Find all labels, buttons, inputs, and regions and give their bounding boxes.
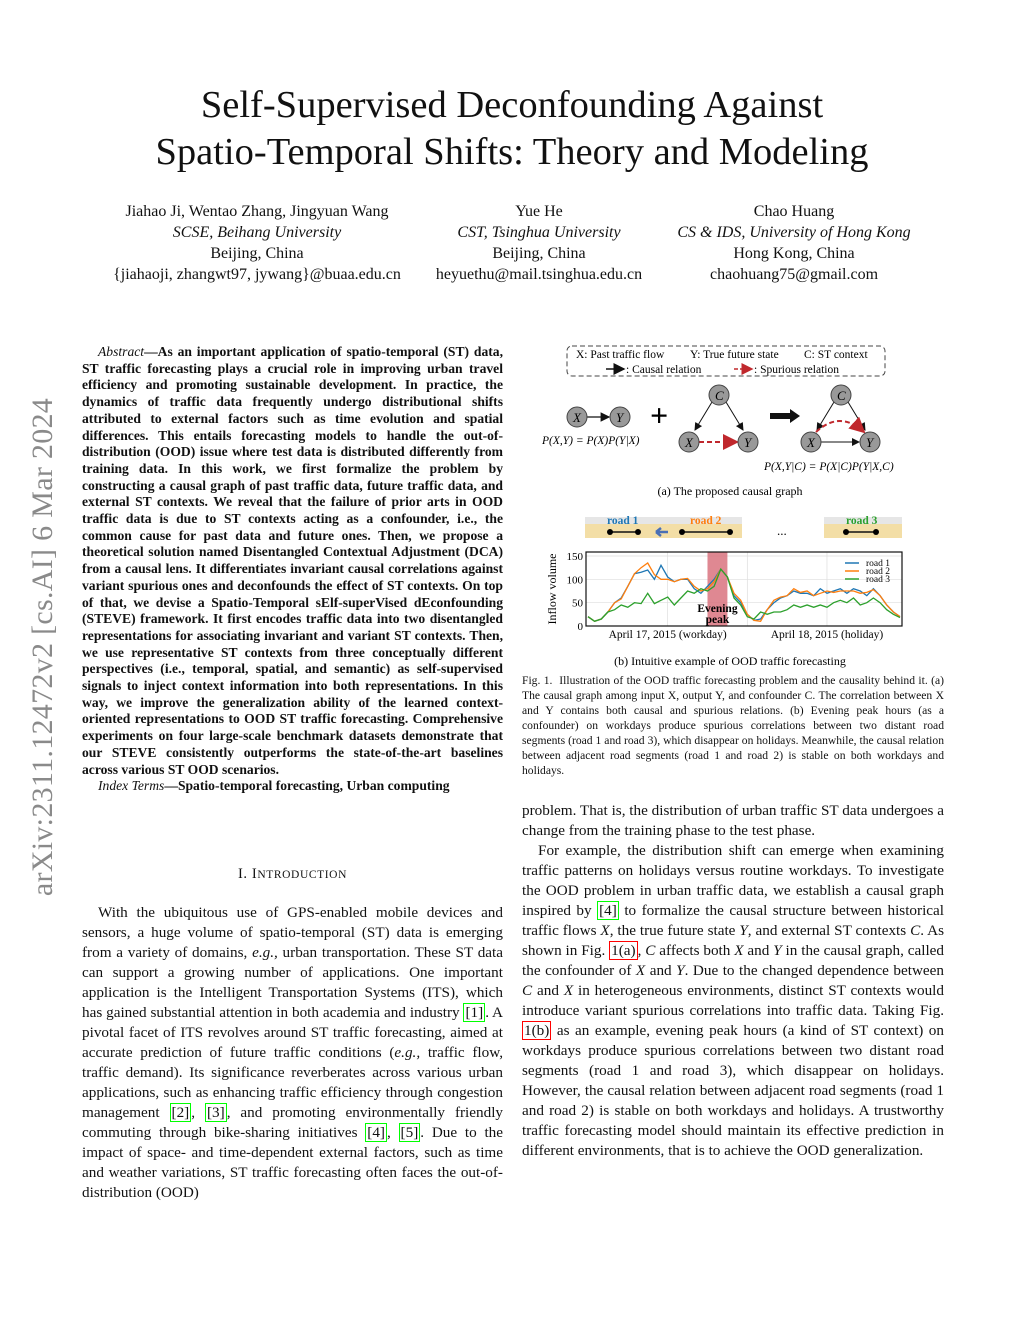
node-x-label: X	[807, 435, 815, 450]
text-segment: . Due to the impact of space- and time-dependent external factors, such as time and weather variations, ST traffic forecasting often faces the out-of-distribution (OOD)	[82, 1124, 504, 1201]
text-segment: Y	[739, 922, 748, 939]
paragraph	[522, 801, 944, 841]
figure-1	[530, 340, 930, 670]
annotation-evening: Evening	[697, 603, 738, 615]
caption-text: Illustration of the OOD traffic forecasting problem and the causality behind it. (a) The causal graph among input X, output Y, and confounder C. The correlation between X and Y contains both causal and spurious relations. (b) Evening peak hours (as a confounder) on workdays produce spurious correlations between two distant road segments (road 1 and road 3), which disappear on holidays. Meanwhile, the causal relation between adjacent road segments (road 1 and road 2) is stable on both workdays and holidays.	[522, 674, 945, 777]
text-segment: X	[734, 942, 744, 959]
legend-label: road 2	[866, 567, 891, 577]
ellipsis: ...	[777, 523, 787, 538]
text-segment: problem. That is, the distribution of urban traffic ST data undergoes a change from the training phase to the test phase.	[522, 802, 944, 839]
figure-caption	[522, 673, 944, 778]
section-number: I.	[238, 866, 248, 882]
intro-column	[82, 903, 503, 1203]
text-segment: For example, the distribution shift can emerge when examining traffic patterns on holidays versus routine workdays. To investigate the OOD problem in urban traffic data, we establish a causal graph inspired by	[522, 842, 944, 919]
legend-label: road 1	[866, 559, 891, 569]
y-axis-label: Inflow volume	[545, 553, 559, 625]
node-x-label: X	[685, 435, 693, 450]
index-terms-text: —Spatio-temporal forecasting, Urban computing	[164, 778, 450, 794]
legend-x: X: Past traffic flow	[576, 349, 665, 361]
road-3-label: road 3	[846, 515, 878, 527]
text-segment: traffic flow, traffic demand). Its significance reverberates across various urban applications, such as enhancing traffic efficiency through congestion management	[82, 1044, 504, 1121]
subcaption-a: (a) The proposed causal graph	[657, 484, 803, 498]
plus-icon: +	[650, 397, 669, 433]
x-tick-label: April 18, 2015 (holiday)	[770, 629, 884, 641]
author-email: heyuethu@mail.tsinghua.edu.cn	[435, 266, 643, 283]
text-segment: as an example, evening peak hours (a kind of ST context) on workdays produce spurious correlations between two distant road segments (road 1 and road 3), which disappear on holidays. However, the causal relation between adjacent road segments (road 1 and road 2) is stable on both workdays and holidays. A trustworthy traffic forecasting model should maintain its effective prediction in different environments, that is to achieve the OOD generalization.	[522, 1022, 944, 1159]
intro-paragraph	[82, 903, 503, 1203]
text-segment: urban transportation. These ST data can support a growing number of applications. One important application is the Intelligent Transportation Systems (ITS), which has gained substantial attention in both academia and industry	[82, 944, 504, 1021]
text-segment: C	[910, 922, 921, 939]
author-block-3	[660, 201, 928, 285]
node-y-label: Y	[744, 435, 752, 450]
text-segment: X	[635, 962, 646, 979]
equation-1: P(X,Y) = P(X)P(Y|X)	[542, 435, 640, 447]
author-affiliation: SCSE, Beihang University	[172, 224, 342, 241]
right-column-text	[522, 801, 944, 1161]
text-segment: affects both	[655, 942, 735, 959]
text-segment: and	[645, 962, 677, 979]
paper-title	[0, 82, 1024, 176]
text-segment: Y	[773, 942, 782, 959]
road-diagram	[585, 515, 902, 538]
author-affiliation: CST, Tsinghua University	[457, 224, 621, 241]
road-1-label: road 1	[607, 515, 639, 527]
text-segment: . A pivotal facet of ITS revolves around ST traffic forecasting, aimed at accurate prediction of future traffic conditions (	[82, 1004, 503, 1061]
text-segment: With the ubiquitous use of GPS-enabled mobile devices and sensors, a huge volume of spatio-temporal (ST) data is emerging from a variety of domains,	[82, 904, 503, 961]
right-arrow-icon	[770, 409, 800, 423]
road-2-label: road 2	[690, 515, 722, 527]
node-c-label: C	[715, 388, 724, 403]
legend-spurious: : Spurious relation	[754, 364, 839, 376]
text-segment: X	[563, 982, 574, 999]
figure-link[interactable]: 1(a)	[611, 942, 636, 959]
equation-2: P(X,Y|C) = P(X|C)P(Y|X,C)	[764, 461, 894, 473]
abstract-text: —As an important application of spatio-temporal (ST) data, ST traffic forecasting plays a crucial role in improving urban travel efficiency and promoting sustainable development. In practice, the dynamics of traffic data frequently undergo distributional shifts attributed to external factors such as time evolution and spatial differences. This entails forecasting models to handle the out-of-distribution (OOD) issue where test data is distributed differently from training data. In this work, we first formalize the problem by constructing a causal graph of past traffic data, future traffic data, and external ST contexts. We reveal that the failure of prior arts in OOD traffic data is due to ST contexts acting as a confounder, i.e., the common cause for past data and future ones. Then, we propose a theoretical solution named Disentangled Contextual Adjustment (DCA) from a causal lens. It differentiates invariant causal correlations against variant spurious ones and deconfounds the effect of ST contexts. On top of that, we devise a Spatio-Temporal sElf-superVised dEconfounding (STEVE) framework. It first encodes traffic data into two disentangled representations for associating invariant and variant ST contexts. Then, we use representative ST contexts from three conceptually different perspectives (i.e., temporal, spatial, and semantic) as self-supervised signals to inject context information into both representations. In this way, we improve the generalization ability of the learned context-oriented representations to OOD ST traffic forecasting. Comprehensive experiments on four large-scale benchmark datasets demonstrate that our STEVE consistently outperforms the state-of-the-art baselines across various ST OOD scenarios.	[82, 344, 503, 777]
text-segment: , and promoting environmentally friendly commuting through bike-sharing initiatives	[82, 1104, 504, 1141]
author-block-2	[420, 201, 658, 285]
author-email: chaohuang75@gmail.com	[709, 266, 879, 283]
inflow-chart	[545, 551, 902, 641]
text-segment: to formalize the causal structure between historical traffic flows	[522, 902, 945, 939]
citation-link[interactable]: [2]	[171, 1104, 190, 1121]
legend-label: road 3	[866, 575, 891, 585]
section-title-cap: I	[251, 866, 258, 882]
text-segment: and	[743, 942, 774, 959]
node-y-label: Y	[866, 435, 874, 450]
citation-link[interactable]: [4]	[367, 1124, 385, 1141]
text-segment: . As shown in Fig.	[522, 922, 944, 959]
text-segment: ,	[386, 1124, 399, 1141]
arxiv-stamp[interactable]: arXiv:2311.12472v2 [cs.AI] 6 Mar 2024	[26, 397, 59, 897]
citation-link[interactable]: [5]	[400, 1124, 419, 1141]
node-y-label: Y	[616, 410, 624, 425]
citation-link[interactable]: [4]	[599, 902, 617, 919]
text-segment: C	[645, 942, 656, 959]
series-line-road-3	[588, 569, 900, 621]
author-names: Yue He	[515, 203, 563, 220]
node-c-label: C	[837, 388, 846, 403]
text-segment: and	[532, 982, 564, 999]
text-segment: ,	[637, 942, 646, 959]
annotation-peak: peak	[705, 614, 730, 626]
text-segment: C	[522, 982, 533, 999]
x-tick-label: April 17, 2015 (workday)	[608, 629, 727, 641]
author-location: Hong Kong, China	[733, 245, 855, 262]
text-segment: X	[600, 922, 610, 939]
paragraph	[522, 841, 944, 1161]
caption-label: Fig. 1.	[522, 674, 553, 687]
node-x-label: X	[573, 410, 581, 425]
section-heading	[82, 866, 503, 883]
text-segment: e.g.,	[394, 1044, 421, 1061]
causal-graph	[541, 385, 894, 473]
y-tick-label: 150	[566, 551, 583, 563]
author-location: Beijing, China	[210, 245, 304, 262]
text-segment: . Due to the changed dependence between	[684, 962, 944, 979]
text-segment: ,	[191, 1104, 205, 1121]
y-tick-label: 50	[572, 597, 583, 610]
abstract-label: Abstract	[98, 344, 145, 359]
author-email: {jiahaoji, zhangwt97, jywang}@buaa.edu.cn	[113, 266, 401, 283]
title-line-2: Spatio-Temporal Shifts: Theory and Modeling	[155, 131, 869, 173]
text-segment: in heterogeneous environments, distinct ST contexts would introduce variant spurious correlations into traffic data. Taking Fig.	[522, 982, 944, 1019]
author-names: Chao Huang	[753, 203, 835, 220]
legend-causal: : Causal relation	[626, 364, 702, 376]
subcaption-b: (b) Intuitive example of OOD traffic forecasting	[614, 654, 846, 668]
index-terms-label: Index Terms	[98, 778, 165, 794]
figure-link[interactable]: 1(b)	[524, 1022, 550, 1039]
title-line-1: Self-Supervised Deconfounding Against	[200, 84, 824, 126]
author-location: Beijing, China	[492, 245, 586, 262]
author-names: Jiahao Ji, Wentao Zhang, Jingyuan Wang	[125, 203, 389, 220]
text-segment: , and external ST contexts	[747, 922, 911, 939]
y-tick-label: 100	[566, 574, 583, 587]
y-tick-label: 0	[577, 621, 583, 633]
figure-legend-box	[567, 346, 885, 376]
text-segment: , the true future state	[609, 922, 740, 939]
text-segment: e.g.,	[252, 944, 278, 961]
citation-link[interactable]: [1]	[465, 1004, 484, 1021]
author-block-1	[92, 201, 422, 285]
author-affiliation: CS & IDS, University of Hong Kong	[677, 224, 911, 241]
text-segment: Y	[676, 962, 685, 979]
citation-link[interactable]: [3]	[206, 1104, 225, 1121]
legend-c: C: ST context	[804, 349, 868, 361]
text-segment: in the causal graph, called the confounder of	[522, 942, 944, 979]
legend-y: Y: True future state	[690, 349, 779, 361]
section-title-rest: NTRODUCTION	[257, 869, 347, 881]
abstract	[82, 344, 503, 795]
